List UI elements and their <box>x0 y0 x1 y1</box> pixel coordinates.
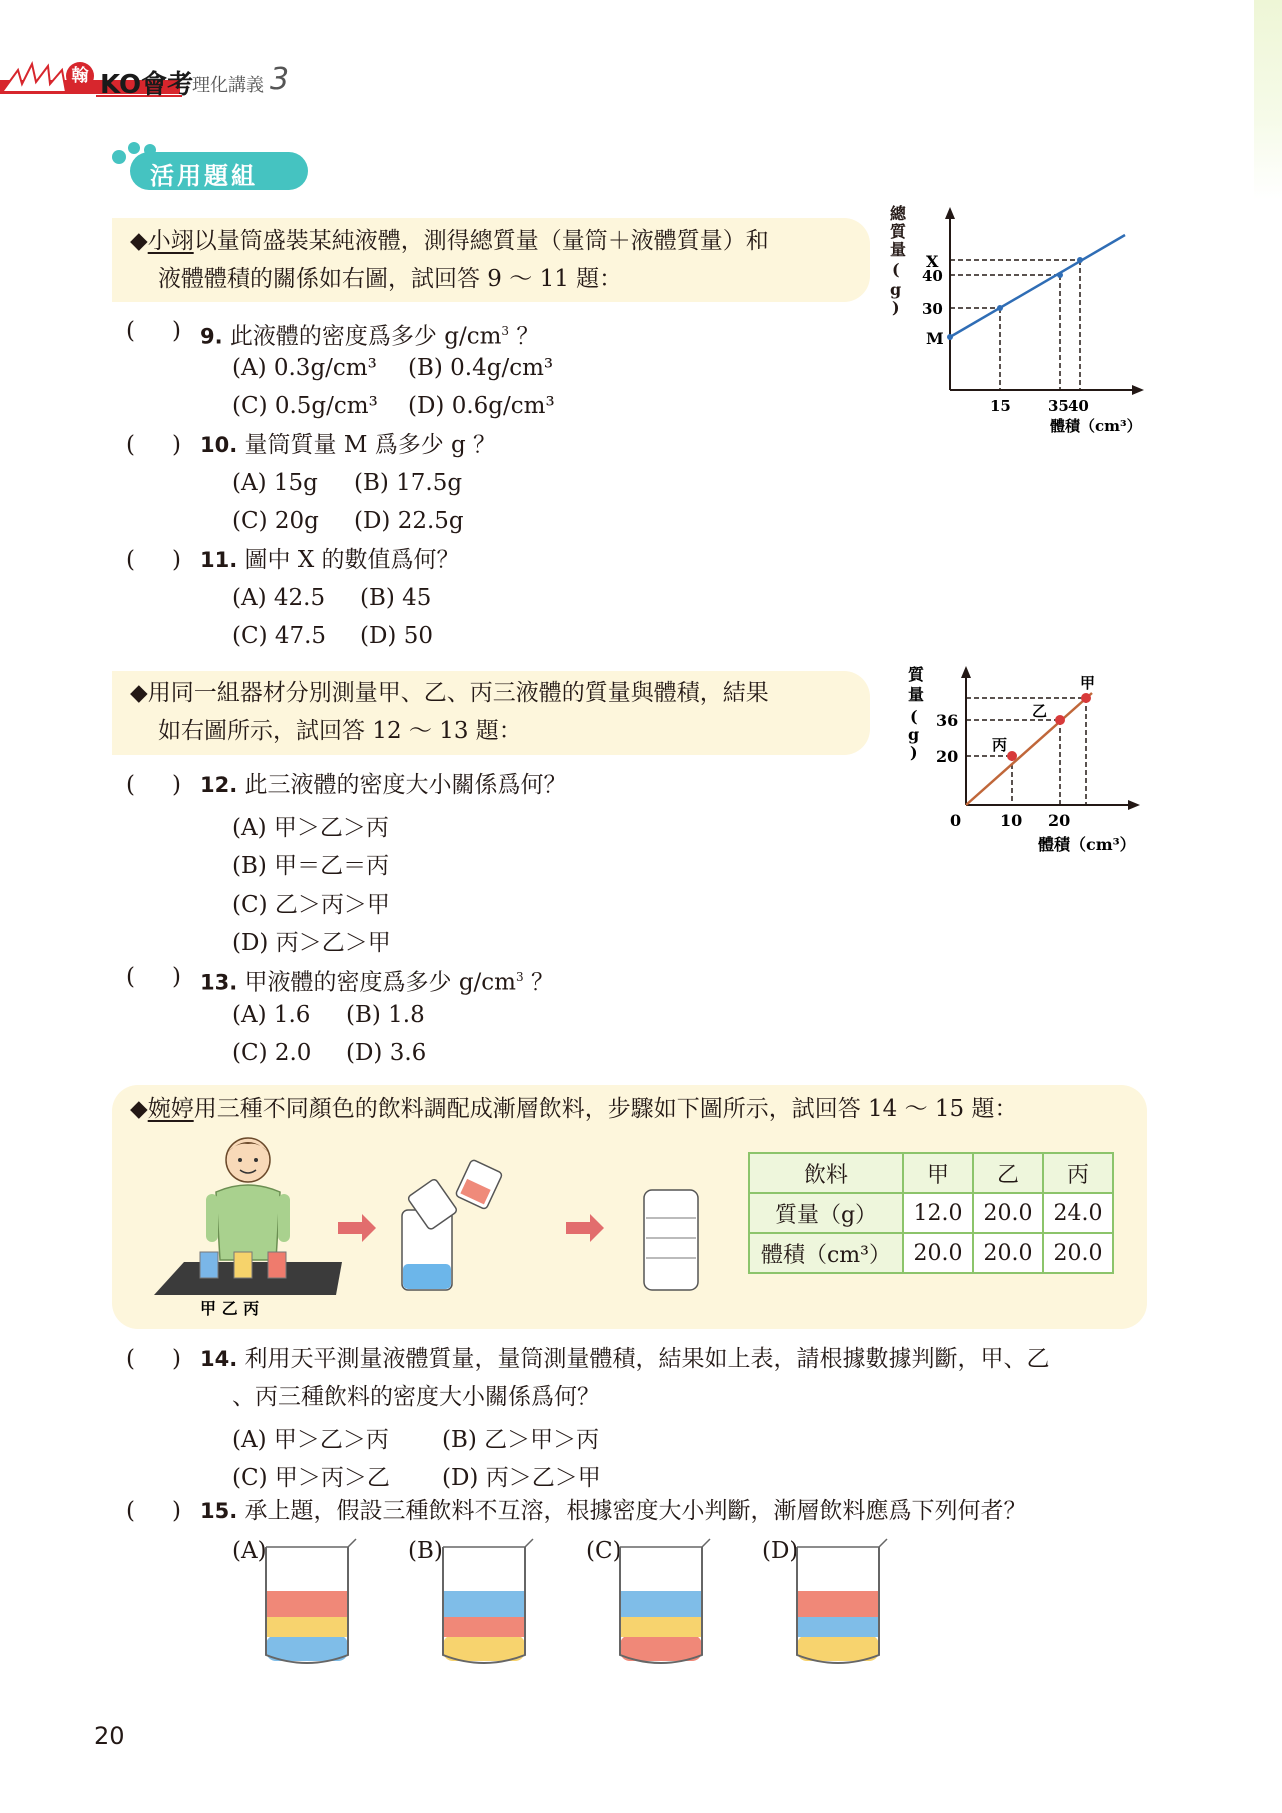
leaf-logo-icon <box>0 58 70 94</box>
answer-paren-14-open: ( <box>126 1346 135 1372</box>
header-volume: 3 <box>270 62 290 97</box>
chart1-xtick-35: 35 <box>1048 397 1069 415</box>
chart1-ylabel-5: g <box>890 280 902 299</box>
question-12 <box>200 770 567 800</box>
header-subtitle: 理化講義 <box>192 75 264 96</box>
answer-paren-15-open: ( <box>126 1498 135 1524</box>
answer-paren-10-open: ( <box>126 432 135 458</box>
table-cell: 20.0 <box>973 1233 1043 1273</box>
chart1-xtick-15: 15 <box>990 397 1011 415</box>
table-row <box>749 1233 1113 1273</box>
chart1-ylabel-2: 質 <box>890 222 907 241</box>
q14-line2: 、丙三種飲料的密度大小關係爲何？ <box>232 1384 600 1410</box>
chart2-point-yi <box>1055 715 1065 725</box>
cup-labels: 甲 乙 丙 <box>200 1299 260 1318</box>
chart1-ylabel-1: 總 <box>890 205 907 223</box>
table-row <box>749 1193 1113 1233</box>
chart1-ylabel-3: 量 <box>890 240 907 259</box>
cup-jia <box>200 1252 218 1278</box>
boy-arm-left <box>206 1194 218 1242</box>
q13-option-d[interactable]: (D) 3.6 <box>346 1040 427 1066</box>
beaker-c[interactable] <box>620 1539 710 1663</box>
answer-paren-15-close: ) <box>172 1498 181 1524</box>
q10-option-b[interactable]: (B) 17.5g <box>354 470 463 496</box>
q12-option-a[interactable]: (A) 甲＞乙＞丙 <box>232 815 389 841</box>
table-row-label: 體積（cm³） <box>749 1233 903 1273</box>
q14-number: 14. <box>200 1347 238 1371</box>
group1-intro-line1: 以量筒盛裝某純液體，測得總質量（量筒＋液體質量）和 <box>193 228 769 254</box>
q11-text: 圖中 X 的數值爲何？ <box>244 547 460 573</box>
group2-intro: ◆用同一組器材分別測量甲、乙、丙三液體的質量與體積，結果 如右圖所示，試回答 12 ～ 13 題： <box>130 680 769 744</box>
q11-option-b[interactable]: (B) 45 <box>360 585 432 611</box>
table-cell: 12.0 <box>903 1193 973 1233</box>
chart1-ytick-30: 30 <box>922 300 943 318</box>
answer-paren-11-open: ( <box>126 547 135 573</box>
q12-number: 12. <box>200 773 238 797</box>
answer-paren-14-close: ) <box>172 1346 181 1372</box>
chart2-x-arrow-icon <box>1128 800 1140 810</box>
group1-intro-line2: 液體體積的關係如右圖，試回答 9 ～ 11 題： <box>158 266 623 292</box>
q15-option-c[interactable]: (C) <box>586 1538 622 1564</box>
pouring-cup-red <box>455 1159 503 1210</box>
q14-option-a[interactable]: (A) 甲＞乙＞丙 <box>232 1427 389 1453</box>
q9-number: 9. <box>200 324 223 349</box>
answer-paren-9-close: ) <box>172 318 181 344</box>
q9-sup: 3 <box>501 324 510 338</box>
q13-end: ？ <box>523 969 554 996</box>
chart2-point-jia <box>1081 693 1091 703</box>
layered-drink-steps-illustration <box>140 1130 740 1320</box>
chart2-point-bing <box>1007 751 1017 761</box>
q12-option-d[interactable]: (D) 丙＞乙＞甲 <box>232 930 391 956</box>
q13-option-a[interactable]: (A) 1.6 <box>232 1002 311 1028</box>
result-glass <box>644 1190 698 1290</box>
q9-text: 此液體的密度爲多少 g/cm <box>229 323 502 350</box>
chart2-ytick-36: 36 <box>936 711 959 730</box>
q15-option-a[interactable]: (A) <box>232 1538 267 1564</box>
boy-eye-left <box>238 1158 242 1162</box>
chart1-point-15 <box>997 305 1003 311</box>
beaker-a[interactable] <box>266 1539 356 1663</box>
q11-option-d[interactable]: (D) 50 <box>360 623 433 649</box>
chart1-series-line <box>950 235 1125 337</box>
table-header-cell: 甲 <box>903 1153 973 1193</box>
q10-option-c[interactable]: (C) 20g <box>232 508 319 534</box>
drink-data-table <box>748 1152 1114 1274</box>
table-cell: 20.0 <box>903 1233 973 1273</box>
boy-arm-right <box>278 1194 290 1242</box>
chart1-ytick-40: 40 <box>922 267 943 285</box>
header-brand: KO會考 <box>100 70 194 100</box>
group1-intro-name: 小翊 <box>147 228 194 254</box>
q13-sup: 3 <box>516 970 524 984</box>
q14-option-d[interactable]: (D) 丙＞乙＞甲 <box>442 1465 601 1491</box>
header-logo-char: 翰 <box>66 62 94 90</box>
q13-option-c[interactable]: (C) 2.0 <box>232 1040 312 1066</box>
chart1-ylabel-6: ) <box>892 298 900 317</box>
chart2-xlabel: 體積（cm³） <box>1038 835 1136 854</box>
table-cell: 20.0 <box>1043 1233 1113 1273</box>
answer-paren-10-close: ) <box>172 432 181 458</box>
step-arrow-2-icon <box>566 1214 604 1242</box>
answer-paren-13-close: ) <box>172 964 181 990</box>
q12-option-b[interactable]: (B) 甲＝乙＝丙 <box>232 853 390 879</box>
group2-intro-line1: 用同一組器材分別測量甲、乙、丙三液體的質量與體積，結果 <box>147 680 769 706</box>
table-cell: 24.0 <box>1043 1193 1113 1233</box>
q9-option-a[interactable]: (A) 0.3g/cm³ <box>232 355 377 381</box>
q9-option-c[interactable]: (C) 0.5g/cm³ <box>232 393 378 419</box>
chart2-ylabel-1: 質 <box>908 665 925 684</box>
group2-intro-line2: 如右圖所示，試回答 12 ～ 13 題： <box>158 718 522 744</box>
table-header-cell: 飲料 <box>749 1153 903 1193</box>
q14-line1: 利用天平測量液體質量，量筒測量體積，結果如上表，請根據數據判斷，甲、乙 <box>244 1346 1050 1372</box>
beaker-d[interactable] <box>797 1539 887 1663</box>
chart2-label-yi: 乙 <box>1032 702 1048 720</box>
group3-intro-rest: 用三種不同顏色的飲料調配成漸層飲料，步驟如下圖所示，試回答 14 ～ 15 題： <box>193 1096 1018 1122</box>
chart1-ytick-x: X <box>926 252 939 271</box>
answer-paren-13-open: ( <box>126 964 135 990</box>
q9-option-d[interactable]: (D) 0.6g/cm³ <box>408 393 555 419</box>
chart1-ytick-m: M <box>926 329 944 348</box>
answer-paren-12-open: ( <box>126 772 135 798</box>
chart2-label-bing: 丙 <box>992 736 1008 754</box>
table-header-row <box>749 1153 1113 1193</box>
q11-option-c[interactable]: (C) 47.5 <box>232 623 327 649</box>
mass-volume-chart-1 <box>890 205 1150 445</box>
q9-end: ？ <box>509 323 540 350</box>
chart1-x-arrow-icon <box>1132 385 1144 395</box>
q15-option-b[interactable]: (B) <box>408 1538 443 1564</box>
q14-option-b[interactable]: (B) 乙＞甲＞丙 <box>442 1427 600 1453</box>
boy-shirt <box>216 1185 280 1260</box>
q11-number: 11. <box>200 548 238 572</box>
q15-option-d[interactable]: (D) <box>762 1538 799 1564</box>
q9-option-b[interactable]: (B) 0.4g/cm³ <box>408 355 554 381</box>
chart2-series-line <box>966 693 1092 805</box>
q10-option-a[interactable]: (A) 15g <box>232 470 318 496</box>
chart1-xtick-40: 40 <box>1068 397 1089 415</box>
question-10 <box>200 430 496 460</box>
chart2-ylabel-5: ) <box>910 743 918 762</box>
q12-text: 此三液體的密度大小關係爲何？ <box>244 772 567 798</box>
q14-option-c[interactable]: (C) 甲＞丙＞乙 <box>232 1465 390 1491</box>
q10-text: 量筒質量 M 爲多少 g ？ <box>244 432 497 458</box>
beaker-options <box>260 1535 900 1675</box>
chart2-y-arrow-icon <box>961 666 971 678</box>
chart1-xlabel: 體積（cm³） <box>1050 417 1142 435</box>
chart1-point-35 <box>1057 272 1063 278</box>
beaker-b[interactable] <box>443 1539 533 1663</box>
answer-paren-9-open: ( <box>126 318 135 344</box>
answer-paren-11-close: ) <box>172 547 181 573</box>
q13-number: 13. <box>200 970 238 995</box>
mass-volume-chart-2 <box>900 660 1150 860</box>
chart2-xtick-10: 10 <box>1000 811 1023 830</box>
chart1-y-arrow-icon <box>945 207 955 219</box>
table-row-label: 質量（g） <box>749 1193 903 1233</box>
group3-intro-name: 婉婷 <box>147 1096 194 1122</box>
group3-intro: ◆婉婷用三種不同顏色的飲料調配成漸層飲料，步驟如下圖所示，試回答 14 ～ 15 題： <box>130 1096 1018 1122</box>
step-arrow-1-icon <box>338 1214 376 1242</box>
boy-eye-right <box>254 1158 258 1162</box>
answer-paren-12-close: ) <box>172 772 181 798</box>
q13-text: 甲液體的密度爲多少 g/cm <box>244 969 516 996</box>
chart2-ytick-20: 20 <box>936 747 959 766</box>
chart2-ylabel-2: 量 <box>908 685 925 704</box>
question-14 <box>200 1344 1050 1374</box>
question-13 <box>200 962 554 998</box>
q11-option-a[interactable]: (A) 42.5 <box>232 585 326 611</box>
chart1-point-40 <box>1077 257 1083 263</box>
q10-option-d[interactable]: (D) 22.5g <box>354 508 464 534</box>
table-cell: 20.0 <box>973 1193 1043 1233</box>
chart2-ylabel-4: g <box>908 725 920 744</box>
chart1-ylabel-4: ( <box>892 260 900 279</box>
chart2-xtick-0: 0 <box>950 811 962 830</box>
chart2-ylabel-3: ( <box>910 707 918 726</box>
page-number: 20 <box>94 1722 125 1750</box>
cup-bing <box>268 1252 286 1278</box>
table-header-cell: 丙 <box>1043 1153 1113 1193</box>
chart2-label-jia: 甲 <box>1080 674 1096 692</box>
paw-icon <box>112 150 126 164</box>
q10-number: 10. <box>200 433 238 457</box>
section-badge-label: 活用題組 <box>150 162 258 190</box>
question-9 <box>200 316 539 352</box>
boy-head <box>226 1138 270 1182</box>
q15-text: 承上題，假設三種飲料不互溶，根據密度大小判斷，漸層飲料應爲下列何者？ <box>244 1498 1027 1524</box>
question-15 <box>200 1496 1027 1526</box>
cup-yi <box>234 1252 252 1278</box>
pour-glass-liquid <box>403 1264 451 1289</box>
q15-number: 15. <box>200 1499 238 1523</box>
table-header-cell: 乙 <box>973 1153 1043 1193</box>
paw-toe-icon <box>128 142 140 154</box>
side-accent-strip <box>1254 0 1282 200</box>
group1-intro: ◆小翊以量筒盛裝某純液體，測得總質量（量筒＋液體質量）和 液體體積的關係如右圖，試回答 9 ～ 11 題： <box>130 228 769 292</box>
q13-option-b[interactable]: (B) 1.8 <box>346 1002 425 1028</box>
q12-option-c[interactable]: (C) 乙＞丙＞甲 <box>232 892 390 918</box>
chart2-xtick-20: 20 <box>1048 811 1071 830</box>
chart1-point-m <box>947 334 953 340</box>
question-11 <box>200 545 460 575</box>
